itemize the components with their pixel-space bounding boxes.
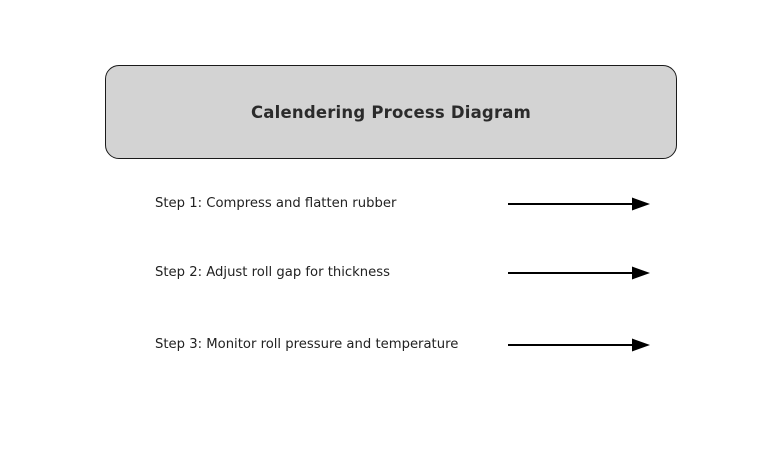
arrow-right-icon-3 bbox=[508, 334, 650, 356]
page-title: Calendering Process Diagram bbox=[250, 102, 532, 122]
step-row-2 bbox=[0, 262, 768, 284]
step-row-3 bbox=[0, 334, 768, 356]
step-row-1 bbox=[0, 193, 768, 215]
step-label-1: Step 1: Compress and flatten rubber bbox=[155, 196, 397, 211]
arrow-right-icon-2 bbox=[508, 262, 650, 284]
step-label-2: Step 2: Adjust roll gap for thickness bbox=[155, 265, 391, 280]
arrow-right-icon-1 bbox=[508, 193, 650, 215]
step-label-3: Step 3: Monitor roll pressure and temperature bbox=[155, 337, 459, 352]
title-box bbox=[105, 65, 677, 159]
